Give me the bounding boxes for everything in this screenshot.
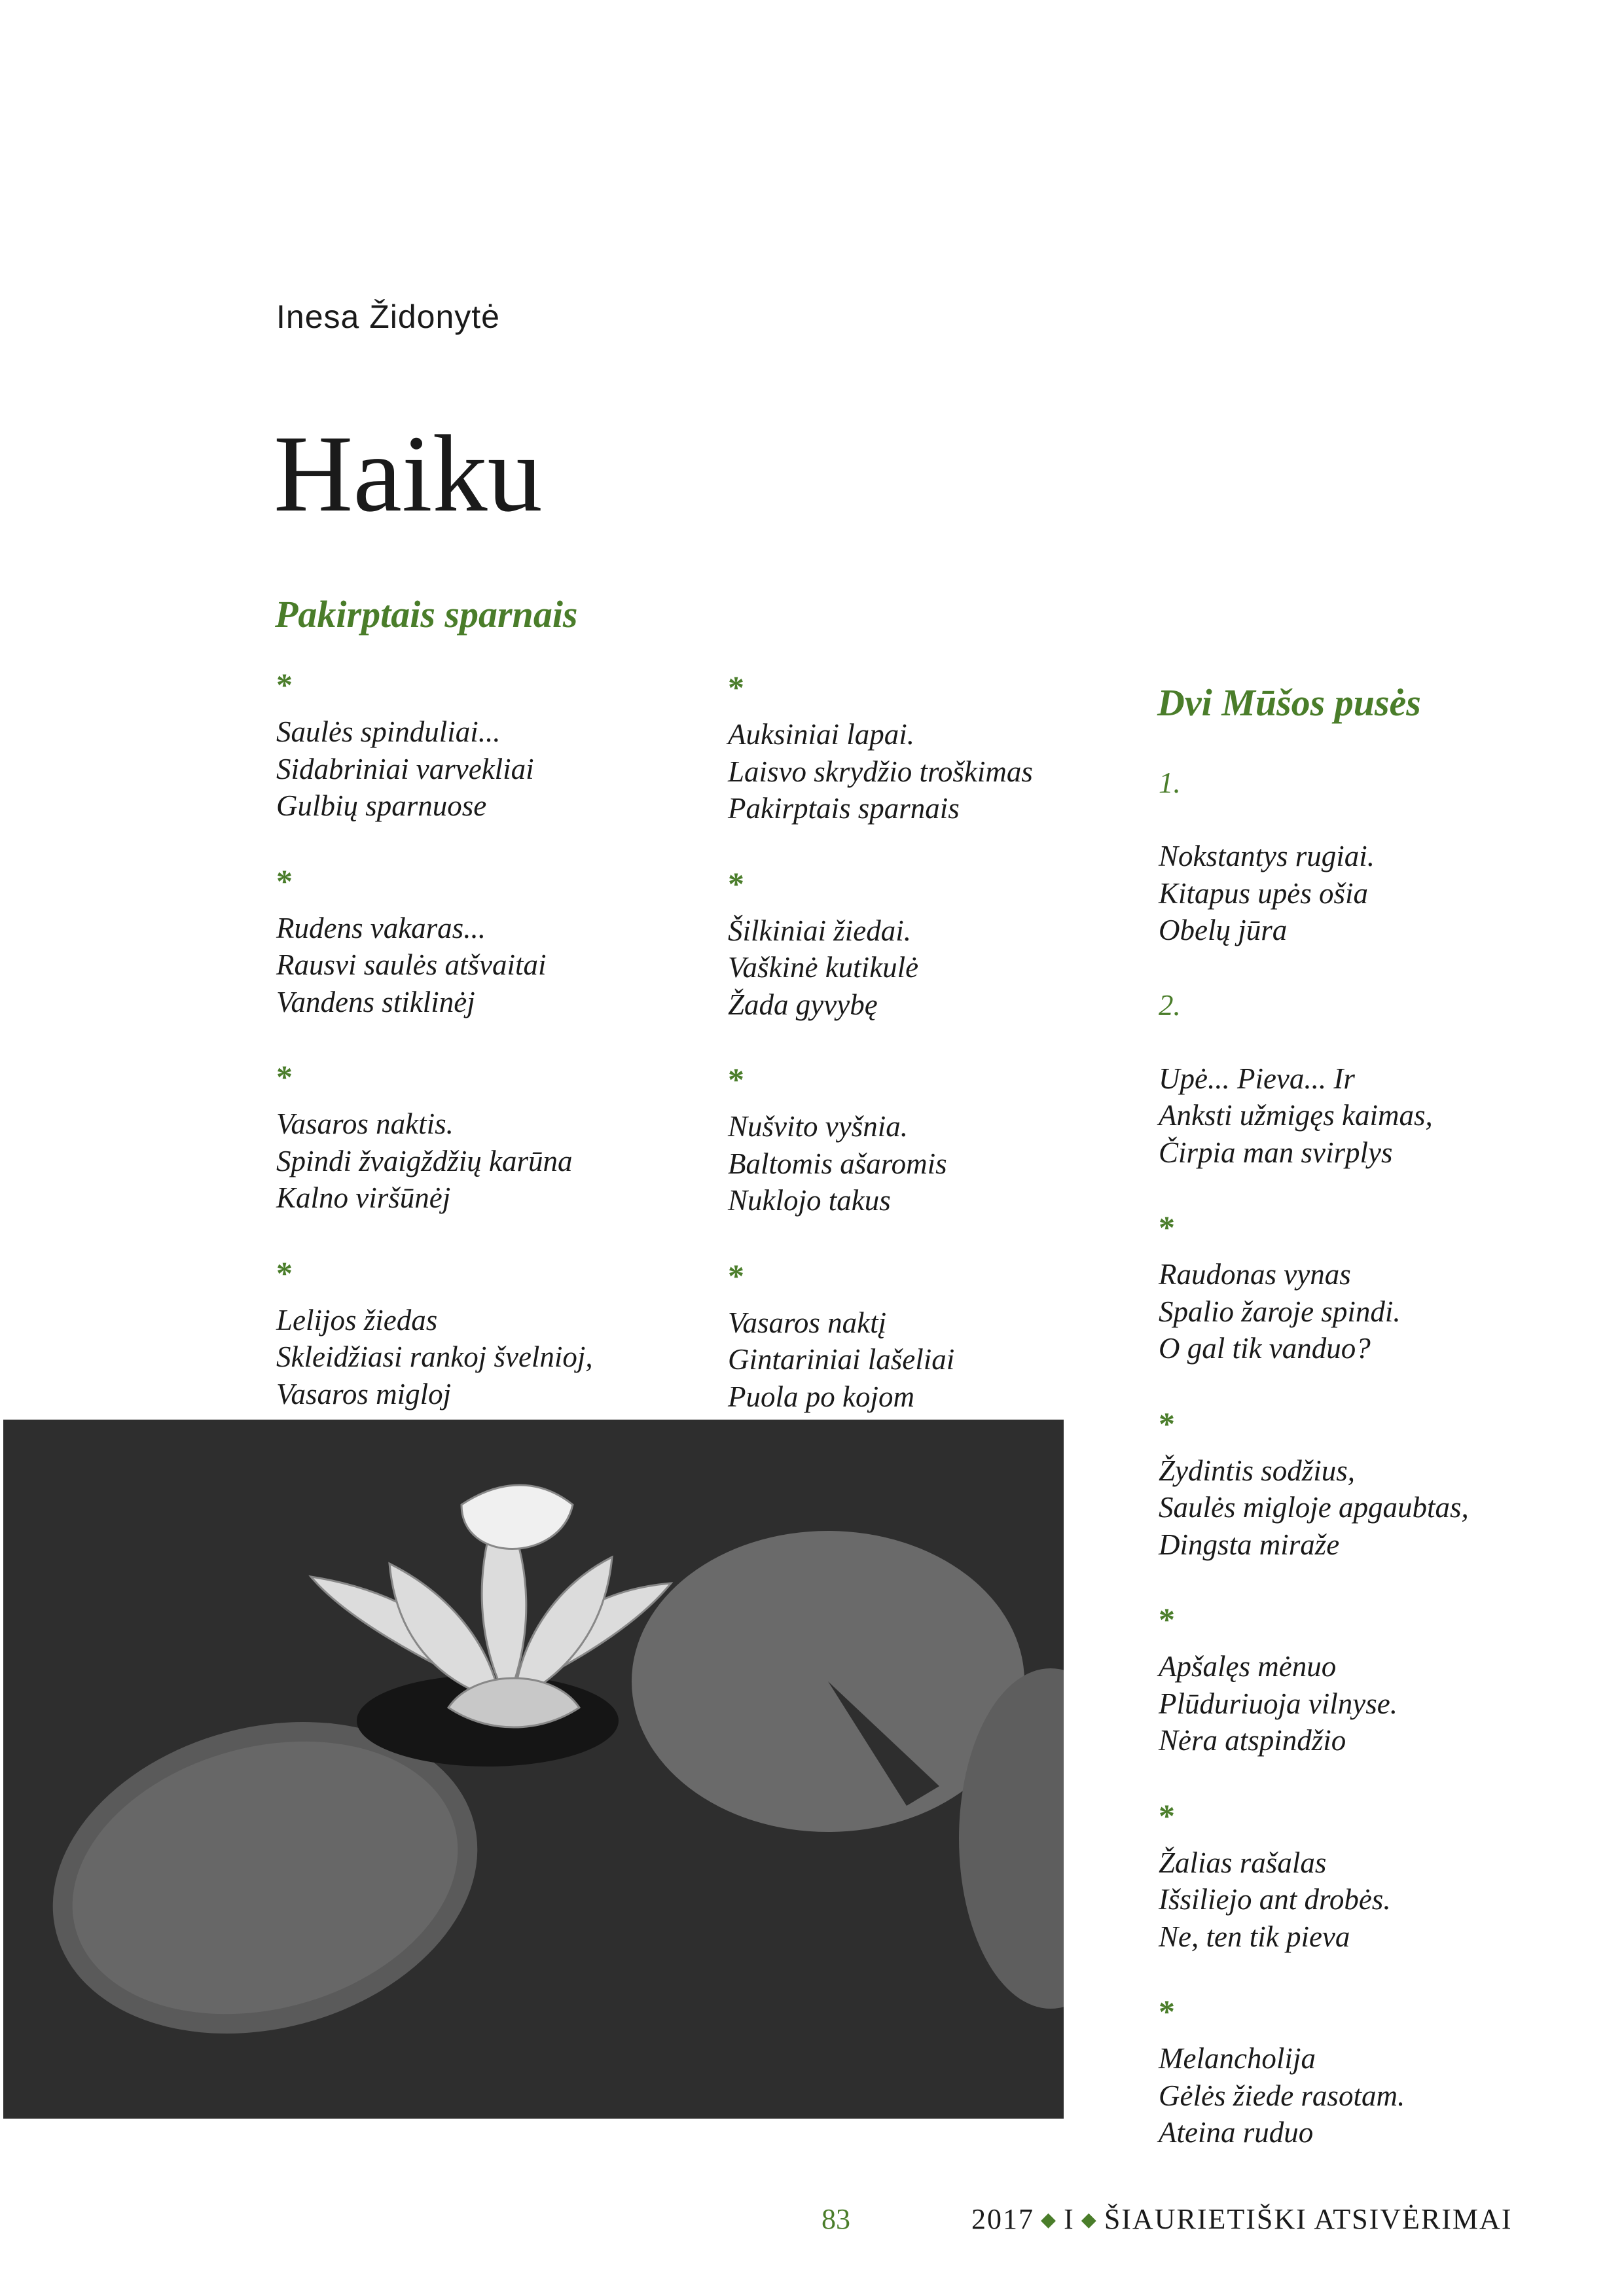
poem-line: Ne, ten tik pieva (1159, 1920, 1350, 1953)
poem-line: Šilkiniai žiedai. (728, 914, 911, 947)
asterisk-marker: * (728, 669, 744, 706)
poem-number: 2. (1159, 988, 1181, 1022)
haiku-poem (728, 1257, 1160, 1416)
poem-column-3 (1159, 764, 1591, 2151)
diamond-icon: ◆ (1041, 2209, 1058, 2231)
haiku-poem (1159, 1405, 1591, 1564)
poem-line: Vasaros naktis. (276, 1107, 454, 1140)
poem-line: Rudens vakaras... (276, 911, 486, 944)
haiku-poem (728, 1061, 1160, 1219)
haiku-poem (1159, 1797, 1591, 1956)
poem-line: Lelijos žiedas (276, 1303, 438, 1336)
haiku-poem (1159, 987, 1591, 1172)
asterisk-marker: * (276, 666, 293, 703)
poem-number: 1. (1159, 766, 1181, 799)
poem-line: Ateina ruduo (1159, 2116, 1314, 2149)
poem-line: Kalno viršūnėj (276, 1181, 451, 1214)
poem-line: Vandens stiklinėj (276, 985, 475, 1018)
poem-line: Gėlės žiede rasotam. (1159, 2079, 1405, 2112)
poem-line: Žada gyvybę (728, 988, 878, 1021)
poem-line: Spalio žaroje spindi. (1159, 1295, 1401, 1328)
poem-line: Laisvo skrydžio troškimas (728, 755, 1033, 788)
poem-line: Nuklojo takus (728, 1184, 891, 1217)
haiku-poem (1159, 1993, 1591, 2151)
poem-line: Pakirptais sparnais (728, 792, 960, 825)
poem-line: Vasaros naktį (728, 1306, 887, 1339)
poem-line: Anksti užmigęs kaimas, (1159, 1099, 1433, 1132)
poem-line: Puola po kojom (728, 1380, 914, 1413)
asterisk-marker: * (728, 1061, 744, 1098)
poem-line: Nėra atspindžio (1159, 1724, 1346, 1757)
poem-line: Gintariniai lašeliai (728, 1343, 955, 1376)
asterisk-marker: * (1159, 1797, 1175, 1834)
asterisk-marker: * (728, 865, 744, 902)
page-number: 83 (821, 2203, 850, 2235)
poem-line: Saulės migloje apgaubtas, (1159, 1491, 1469, 1524)
haiku-poem (276, 1058, 708, 1217)
poem-line: Skleidžiasi rankoj švelnioj, (276, 1340, 593, 1373)
haiku-poem (728, 669, 1160, 827)
poem-line: Melancholija (1159, 2042, 1316, 2075)
asterisk-marker: * (1159, 1601, 1175, 1638)
poem-line: Nušvito vyšnia. (728, 1110, 908, 1143)
poem-line: Sidabriniai varvekliai (276, 752, 534, 785)
page-title: Haiku (274, 413, 543, 535)
footer-issue: I (1064, 2203, 1075, 2235)
poem-line: Plūduriuoja vilnyse. (1159, 1687, 1398, 1720)
poem-line: Žydintis sodžius, (1159, 1454, 1356, 1487)
poem-line: Nokstantys rugiai. (1159, 840, 1375, 872)
poem-line: Auksiniai lapai. (728, 718, 914, 751)
asterisk-marker: * (1159, 1405, 1175, 1442)
poem-line: Gulbių sparnuose (276, 789, 487, 822)
asterisk-marker: * (276, 862, 293, 899)
poem-line: Vaškinė kutikulė (728, 951, 919, 984)
poem-line: Spindi žvaigždžių karūna (276, 1144, 573, 1177)
poem-column-1 (276, 666, 708, 1412)
poem-line: Kitapus upės ošia (1159, 876, 1369, 910)
poem-column-2 (728, 669, 1160, 1415)
haiku-poem (276, 666, 708, 825)
poem-line: Raudonas vynas (1159, 1258, 1351, 1291)
poem-line: Išsiliejo ant drobės. (1159, 1883, 1391, 1916)
haiku-poem (1159, 764, 1591, 949)
footer-journal: ŠIAURIETIŠKI ATSIVĖRIMAI (1104, 2203, 1513, 2235)
asterisk-marker: * (728, 1257, 744, 1294)
haiku-poem (728, 865, 1160, 1024)
asterisk-marker: * (276, 1254, 293, 1291)
water-lily-photo (3, 1420, 1064, 2119)
section-heading-pakirptais-sparnais: Pakirptais sparnais (275, 593, 578, 636)
section-heading-dvi-musos-puses: Dvi Mūšos pusės (1157, 681, 1421, 724)
poem-line: Saulės spinduliai... (276, 715, 501, 748)
diamond-icon: ◆ (1081, 2209, 1098, 2231)
footer-year: 2017 (971, 2203, 1034, 2235)
author-name: Inesa Židonytė (276, 298, 500, 335)
asterisk-marker: * (1159, 1993, 1175, 2030)
haiku-poem (276, 863, 708, 1021)
asterisk-marker: * (1159, 1209, 1175, 1246)
poem-line: Upė... Pieva... Ir (1159, 1062, 1355, 1095)
poem-line: Baltomis ašaromis (728, 1147, 947, 1180)
journal-footer (971, 2202, 1512, 2236)
poem-line: Vasaros migloj (276, 1377, 452, 1410)
poem-line: O gal tik vanduo? (1159, 1332, 1371, 1365)
poem-line: Apšalęs mėnuo (1159, 1650, 1337, 1683)
haiku-poem (1159, 1209, 1591, 1367)
poem-line: Obelų jūra (1159, 914, 1288, 946)
poem-line: Rausvi saulės atšvaitai (276, 948, 547, 981)
haiku-poem (276, 1255, 708, 1413)
haiku-poem (1159, 1601, 1591, 1759)
poem-line: Čirpia man svirplys (1159, 1136, 1393, 1169)
poem-line: Dingsta miraže (1159, 1528, 1340, 1561)
poem-line: Žalias rašalas (1159, 1846, 1327, 1879)
asterisk-marker: * (276, 1058, 293, 1095)
